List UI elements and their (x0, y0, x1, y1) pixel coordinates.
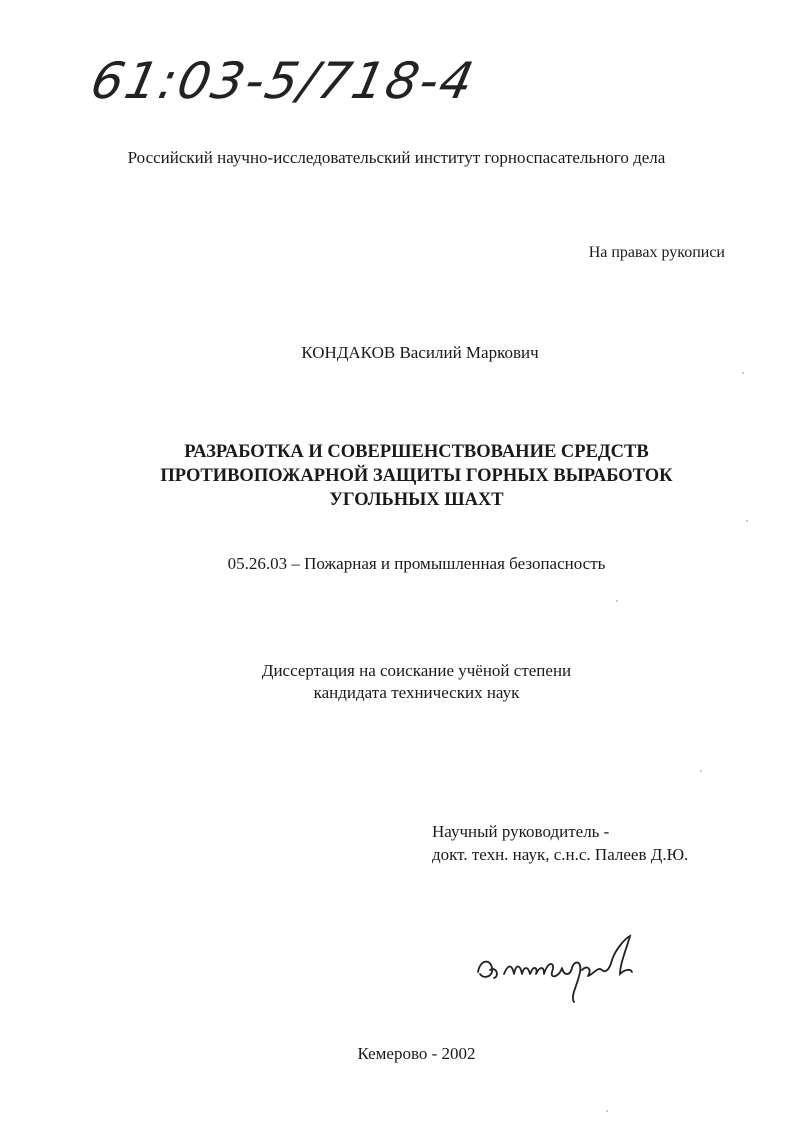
scan-speck (700, 770, 702, 772)
manuscript-rights-note: На правах рукописи (588, 244, 725, 261)
handwritten-archive-number: 61:03-5/718-4 (85, 52, 481, 110)
degree-line-2: кандидата технических наук (313, 683, 520, 702)
degree-line-1: Диссертация на соискание учёной степени (261, 661, 572, 680)
city-year: Кемерово - 2002 (357, 1044, 476, 1063)
title-line-2: ПРОТИВОПОЖАРНОЙ ЗАЩИТЫ ГОРНЫХ ВЫРАБОТОК (160, 466, 673, 486)
scan-speck (742, 372, 744, 374)
scan-speck (616, 600, 618, 602)
dissertation-title (0, 440, 793, 512)
supervisor-label: Научный руководитель - (432, 822, 610, 841)
supervisor-name: докт. техн. наук, с.н.с. Палеев Д.Ю. (432, 845, 689, 864)
supervisor-block (432, 820, 688, 866)
title-line-3: УГОЛЬНЫХ ШАХТ (329, 490, 504, 510)
scan-speck (606, 1110, 608, 1112)
author-name: КОНДАКОВ Василий Маркович (301, 343, 539, 362)
scan-speck (746, 520, 748, 522)
specialty-code: 05.26.03 – Пожарная и промышленная безопасность (227, 554, 606, 573)
author-signature (470, 930, 660, 1010)
degree-statement (0, 660, 793, 704)
institute-name: Российский научно-исследовательский институт горноспасательного дела (127, 148, 666, 167)
title-line-1: РАЗРАБОТКА И СОВЕРШЕНСТВОВАНИЕ СРЕДСТВ (184, 442, 649, 462)
